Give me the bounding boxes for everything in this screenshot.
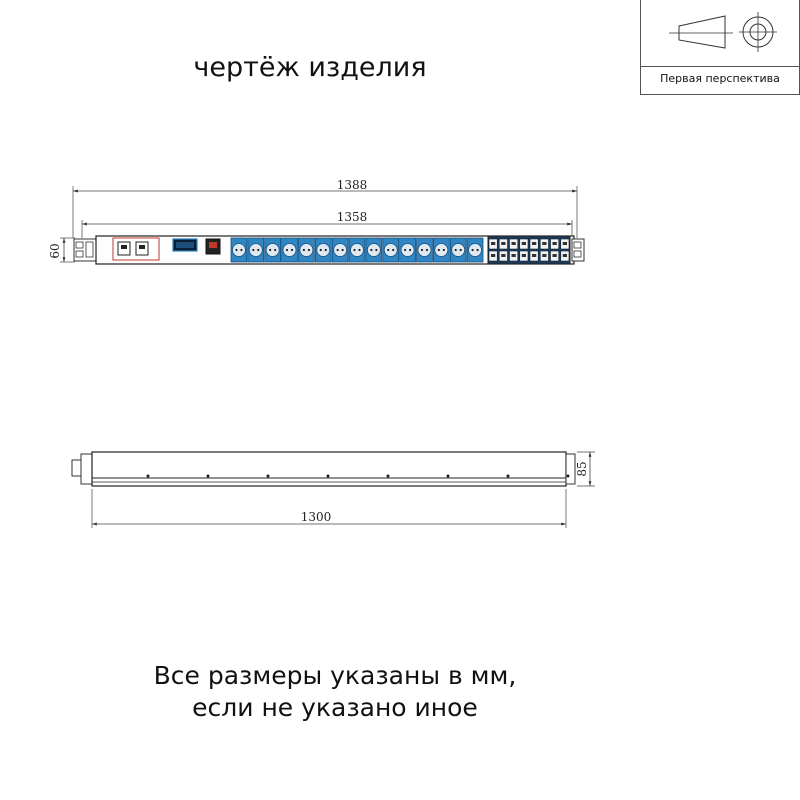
schuko-pin-hole xyxy=(325,249,327,251)
left-end-cap xyxy=(81,454,92,484)
schuko-pin-hole xyxy=(286,249,288,251)
schuko-pin-hole xyxy=(455,249,457,251)
schuko-socket-face xyxy=(300,244,313,257)
c13-outlet-pins xyxy=(491,254,495,257)
dim-text-side-length: 1300 xyxy=(300,510,332,524)
pdu-body-side xyxy=(92,452,566,486)
dim-text-height: 60 xyxy=(48,243,62,259)
mount-hole xyxy=(147,475,150,478)
schuko-socket-face xyxy=(384,244,397,257)
c13-outlet-pins xyxy=(563,242,567,245)
c13-outlet-pins xyxy=(522,242,526,245)
schuko-pin-hole xyxy=(443,249,445,251)
schuko-pin-hole xyxy=(257,249,259,251)
schuko-socket-face xyxy=(367,244,380,257)
c13-outlet-pins xyxy=(553,242,557,245)
schuko-socket-face xyxy=(232,244,245,257)
c13-outlet-pins xyxy=(542,242,546,245)
schuko-pin-hole xyxy=(426,249,428,251)
dim-text-overall-length: 1388 xyxy=(336,178,368,192)
c13-outlet-pins xyxy=(501,254,505,257)
meter-screen xyxy=(176,242,194,248)
schuko-pin-hole xyxy=(358,249,360,251)
mount-hole xyxy=(327,475,330,478)
schuko-socket-face xyxy=(351,244,364,257)
side-view xyxy=(72,452,595,528)
mount-hole xyxy=(207,475,210,478)
dim-text-depth: 85 xyxy=(575,461,589,477)
schuko-pin-hole xyxy=(460,249,462,251)
c13-outlet-pins xyxy=(501,242,505,245)
schuko-pin-hole xyxy=(342,249,344,251)
schuko-socket-face xyxy=(469,244,482,257)
page-title: чертёж изделия xyxy=(193,52,427,83)
schuko-socket-face xyxy=(317,244,330,257)
mount-hole xyxy=(567,475,570,478)
schuko-pin-hole xyxy=(240,249,242,251)
mount-hole xyxy=(267,475,270,478)
units-note-line1: Все размеры указаны в мм, xyxy=(153,661,517,690)
right-end-cap xyxy=(566,454,575,484)
schuko-pin-hole xyxy=(404,249,406,251)
schuko-pin-hole xyxy=(252,249,254,251)
schuko-socket-face xyxy=(266,244,279,257)
cable-gland xyxy=(72,460,81,476)
schuko-pin-hole xyxy=(476,249,478,251)
network-port-indicator xyxy=(209,242,217,248)
schuko-pin-hole xyxy=(438,249,440,251)
c13-outlet-pins xyxy=(542,254,546,257)
schuko-socket-face xyxy=(249,244,262,257)
c13-outlet-pins xyxy=(512,242,516,245)
schuko-socket-face xyxy=(283,244,296,257)
c13-outlet-pins xyxy=(563,254,567,257)
breaker-toggle-right xyxy=(139,245,145,249)
schuko-pin-hole xyxy=(375,249,377,251)
schuko-pin-hole xyxy=(235,249,237,251)
schuko-socket-face xyxy=(334,244,347,257)
schuko-socket-face xyxy=(435,244,448,257)
schuko-pin-hole xyxy=(303,249,305,251)
c13-outlet-pins xyxy=(491,242,495,245)
units-note-line2: если не указано иное xyxy=(192,693,478,722)
c13-outlet-pins xyxy=(553,254,557,257)
breaker-toggle-left xyxy=(121,245,127,249)
schuko-pin-hole xyxy=(320,249,322,251)
c13-outlet-pins xyxy=(532,254,536,257)
schuko-pin-hole xyxy=(274,249,276,251)
c13-outlet-pins xyxy=(512,254,516,257)
schuko-pin-hole xyxy=(471,249,473,251)
projection-label: Первая перспектива xyxy=(660,72,780,85)
schuko-socket-face xyxy=(418,244,431,257)
dim-text-inner-length: 1358 xyxy=(336,210,368,224)
schuko-pin-hole xyxy=(409,249,411,251)
schuko-socket-face xyxy=(452,244,465,257)
front-view xyxy=(48,178,584,264)
schuko-pin-hole xyxy=(308,249,310,251)
c13-outlet-pins xyxy=(532,242,536,245)
schuko-socket-face xyxy=(401,244,414,257)
schuko-pin-hole xyxy=(291,249,293,251)
schuko-sockets-group xyxy=(231,238,483,262)
c13-outlet-pins xyxy=(522,254,526,257)
schuko-pin-hole xyxy=(370,249,372,251)
schuko-pin-hole xyxy=(353,249,355,251)
mount-hole xyxy=(387,475,390,478)
schuko-pin-hole xyxy=(392,249,394,251)
schuko-pin-hole xyxy=(387,249,389,251)
schuko-pin-hole xyxy=(421,249,423,251)
mount-hole xyxy=(447,475,450,478)
schuko-pin-hole xyxy=(269,249,271,251)
schuko-pin-hole xyxy=(337,249,339,251)
mount-hole xyxy=(507,475,510,478)
